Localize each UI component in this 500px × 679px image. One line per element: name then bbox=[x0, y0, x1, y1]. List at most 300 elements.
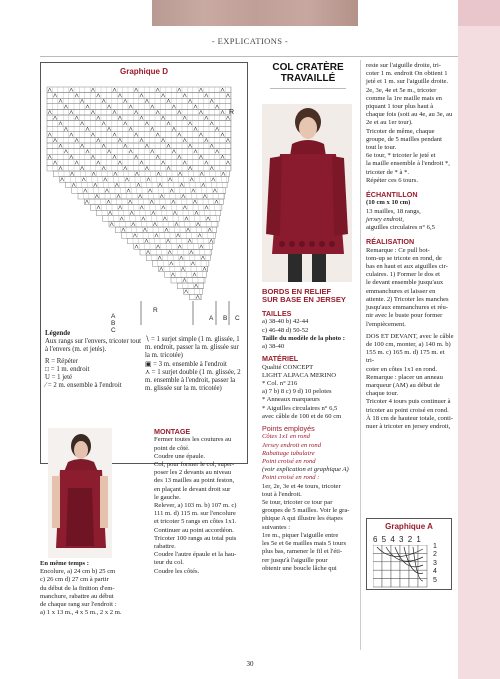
stitch-symbol bbox=[199, 133, 202, 137]
stitch-symbol bbox=[113, 110, 116, 114]
stitch-symbol bbox=[165, 228, 168, 232]
stitch-symbol bbox=[59, 99, 62, 103]
chart-row bbox=[47, 87, 231, 93]
chart-a-cell bbox=[382, 562, 391, 570]
stitch-symbol bbox=[198, 234, 201, 238]
stitch-symbol bbox=[140, 94, 143, 98]
stitch-symbol bbox=[64, 127, 67, 131]
chart-row bbox=[78, 193, 225, 199]
stitch-symbol bbox=[188, 99, 191, 103]
stitch-symbol bbox=[129, 127, 132, 131]
stitch-symbol bbox=[151, 150, 154, 154]
stitch-symbol bbox=[53, 161, 56, 165]
graph-d-label-r: R bbox=[153, 307, 158, 314]
text-line: et tricoter 5 rangs en côtes 1x1. bbox=[154, 518, 237, 526]
legend-item: R = Répéter bbox=[45, 357, 78, 365]
graph-d-label-c2: C bbox=[235, 315, 240, 322]
stitch-symbol bbox=[135, 172, 138, 176]
stitch-symbol bbox=[168, 178, 171, 182]
left-bottom-text: En même temps : Encolure, a) 24 cm b) 25 cm c) 26 cm d) 27 cm à partir du début de la finition d'em- manchure, rabattre au début de chaque rang sur l'endroit : a) 1 x 13 m., 4 x 5 m., 2 x 2 m. bbox=[40, 560, 122, 617]
graph-a-title: Graphique A bbox=[385, 522, 433, 531]
stitch-symbol bbox=[110, 222, 113, 226]
stitch-symbol bbox=[222, 172, 225, 176]
stitch-symbol bbox=[143, 228, 146, 232]
section-header: - EXPLICATIONS - bbox=[211, 36, 289, 46]
stitch-symbol bbox=[194, 127, 197, 131]
text-line: emmanchures et laisser en bbox=[366, 287, 436, 295]
stitch-symbol bbox=[94, 183, 97, 187]
stitch-symbol bbox=[102, 99, 105, 103]
side-band bbox=[458, 0, 500, 679]
chart-row bbox=[47, 160, 231, 166]
text-line: la maille ensemble à l'endroit *, bbox=[366, 160, 450, 168]
text-line: poser les 2 devants au niveau bbox=[154, 469, 232, 477]
stitch-symbol bbox=[127, 189, 130, 193]
stitch-symbol bbox=[226, 116, 229, 120]
stitch-symbol bbox=[124, 99, 127, 103]
stitch-symbol bbox=[156, 155, 159, 159]
stitch-symbol bbox=[210, 166, 213, 170]
chart-a-cell bbox=[382, 553, 391, 561]
stitch-symbol bbox=[208, 228, 211, 232]
chart-a-cell bbox=[373, 579, 382, 587]
stitch-symbol bbox=[155, 234, 158, 238]
text-line: comme la 1re maille mais en bbox=[366, 94, 442, 102]
stitch-symbol bbox=[128, 200, 131, 204]
column-divider bbox=[360, 60, 361, 650]
text-line: attente. 2) Tricoter les manches bbox=[366, 295, 449, 303]
legend-item: ▣ = 3 m. ensemble à l'endroit bbox=[145, 360, 227, 368]
stitch-symbol bbox=[140, 206, 143, 210]
text-line: Répéter ces 6 tours. bbox=[366, 176, 418, 184]
text-line: tom-up se tricote en rond, de bbox=[366, 254, 442, 262]
text-line: tout à l'endroit. bbox=[262, 490, 302, 498]
stitch-symbol bbox=[183, 161, 186, 165]
montage-title: MONTAGE bbox=[154, 427, 191, 436]
stitch-symbol bbox=[122, 228, 125, 232]
chart-a-cell bbox=[418, 579, 427, 587]
stitch-symbol bbox=[102, 144, 105, 148]
chart-row bbox=[171, 277, 205, 283]
text-line: nuer à tricoter en jersey endroit, bbox=[366, 422, 451, 430]
stitch-symbol bbox=[192, 189, 195, 193]
stitch-symbol bbox=[75, 138, 78, 142]
stitch-symbol bbox=[194, 284, 197, 288]
stitch-symbol bbox=[107, 105, 110, 109]
text-line: groupe, de 5 mailles pendant bbox=[366, 135, 442, 143]
chart-row bbox=[53, 171, 230, 177]
stitch-symbol bbox=[172, 105, 175, 109]
stitch-symbol bbox=[200, 245, 203, 249]
stitch-symbol bbox=[134, 88, 137, 92]
stitch-symbol bbox=[114, 172, 117, 176]
stitch-symbol bbox=[203, 267, 206, 271]
stitch-symbol bbox=[168, 250, 171, 254]
stitch-symbol bbox=[146, 250, 149, 254]
chart-row bbox=[47, 104, 231, 110]
stitch-symbol bbox=[48, 88, 51, 92]
stitch-symbol bbox=[205, 206, 208, 210]
stitch-symbol bbox=[205, 138, 208, 142]
text-line: tout le tour. bbox=[366, 144, 397, 152]
stitch-symbol bbox=[84, 189, 87, 193]
text-line: le devant ensemble jusqu'aux bbox=[366, 279, 444, 287]
stitch-symbol bbox=[181, 267, 184, 271]
stitch-symbol bbox=[95, 194, 98, 198]
text-line: Remarque : placer un anneau bbox=[366, 373, 443, 381]
stitch-symbol bbox=[140, 161, 143, 165]
stitch-symbol bbox=[147, 178, 150, 182]
text-line: des 13 mailles au point feston, bbox=[154, 477, 235, 485]
stitch-symbol bbox=[145, 144, 148, 148]
chart-row bbox=[47, 93, 231, 99]
stitch-symbol bbox=[133, 234, 136, 238]
top-photo-strip bbox=[152, 0, 358, 26]
right-column: reste sur l'aiguille droite, tri- coter 1 m. endroit On obtient 1 jeté et 1 m. sur l'aiguille droite. 2e, 3e, 4e et 5e m., tricoter comme la 1re maille mais en piquant 1 tour plus haut à chaque fois (soit au 4e, au 3e, au 2e et au 1er tour). Tricoter de même, chaque groupe, de 5 mailles pendant tout le tour. 6e tour, * tricoter le jeté et la maille ensemble à l'endroit *, tricoter de * à *. Répéter ces 6 tours. ÉCHANTILLON (10 cm x 10 cm) 13 mailles, 18 rangs, jersey endroit, aiguilles circulaires n° 6,5 RÉALISATION Remarque : Ce pull bot- tom-up se tricote en rond, de bas en haut et aux aiguilles cir- culaires. 1) Former le dos et le devant ensemble jusqu'aux emmanchures et laisser en attente. 2) Tricoter les manches jusqu'aux emmanchures et réu- nir avec le buste pour former l'empiècement. DOS ET DEVANT, avec le câble de 100 cm, monter, a) 140 m. b) 155 m. c) 165 m. d) 175 m. et tri- coter en côtes 1x1 en rond. Remarque : placer un anneau marqueur (AM) au début de chaque tour. Tricoter 4 tours puis continuer à tricoter au point croisé en rond. À 18 cm de hauteur totale, conti- nuer à tricoter en jersey endroit, bbox=[366, 62, 454, 430]
stitch-symbol bbox=[176, 234, 179, 238]
stitch-symbol bbox=[82, 178, 85, 182]
stitch-symbol bbox=[70, 110, 73, 114]
graph-a-panel bbox=[366, 518, 452, 590]
stitch-symbol bbox=[132, 222, 135, 226]
stitch-symbol bbox=[53, 138, 56, 142]
stitch-symbol bbox=[151, 127, 154, 131]
text-line: 2e et au 1er tour). bbox=[366, 119, 413, 127]
stitch-symbol bbox=[113, 133, 116, 137]
stitch-symbol bbox=[134, 110, 137, 114]
stitch-symbol bbox=[210, 99, 213, 103]
stitch-symbol bbox=[170, 262, 173, 266]
chart-a-cell bbox=[400, 562, 409, 570]
graph-a-rows: 1 2 3 4 5 bbox=[433, 543, 437, 584]
stitch-symbol bbox=[70, 172, 73, 176]
text-line: Col, pour former le col, super- bbox=[154, 461, 235, 469]
stitch-symbol bbox=[85, 200, 88, 204]
stitch-symbol bbox=[215, 150, 218, 154]
legend-item: ∖ = 1 surjet simple (1 m. glissée, 1 m. endroit, passer la m. glissée sur la m. tricotée) bbox=[145, 336, 240, 360]
chart-a-cell bbox=[382, 579, 391, 587]
stitch-symbol bbox=[178, 172, 181, 176]
stitch-symbol bbox=[183, 116, 186, 120]
stitch-symbol bbox=[113, 88, 116, 92]
text-line: l'empiècement. bbox=[366, 320, 406, 328]
stitch-symbol bbox=[186, 228, 189, 232]
stitch-symbol bbox=[194, 105, 197, 109]
stitch-symbol bbox=[140, 116, 143, 120]
graph-a-cols: 6 5 4 3 2 1 bbox=[373, 535, 422, 544]
stitch-symbol bbox=[130, 211, 133, 215]
chart-row bbox=[47, 143, 231, 149]
stitch-symbol bbox=[161, 116, 164, 120]
text-line: 155 m. c) 165 m. d) 175 m. et tri- bbox=[366, 349, 445, 365]
middle-details: TAILLES a) 38-40 b) 42-44 c) 46-48 d) 50-52 Taille du modèle de la photo : a) 38-40 MATÉRIEL Qualité CONCEPT LIGHT ALPACA MERINO * Col. n° 216 a) 7 b) 8 c) 9 d) 10 pelotes * Anneaux marqueurs * Aiguilles circulaires n° 6,5 avec câble de 100 et de 60 cm Points employés Côtes 1x1 en rond Jersey endroit en rond Rabattage tubulaire Point croisé en rond (voir explication et graphique A) Point croisé en rond : 1er, 2e, 3e et 4e tours, tricoter tout à l'endroit. 5e tour, tricoter ce tour par groupes de 5 mailles. Voir le gra- phique A qui illustre les étapes suivantes : 1re m., piquer l'aiguille entre les 5e et 6e mailles mais 5 tours plus bas, ramener le fil et l'éti- rer jusqu'à l'aiguille pour obtenir une boucle lâche qui bbox=[262, 310, 358, 573]
stitch-symbol bbox=[178, 245, 181, 249]
stitch-symbol bbox=[160, 194, 163, 198]
stitch-symbol bbox=[188, 239, 191, 243]
stitch-symbol bbox=[102, 166, 105, 170]
stitch-symbol bbox=[188, 166, 191, 170]
chart-row bbox=[47, 126, 231, 132]
stitch-symbol bbox=[203, 194, 206, 198]
chart-a-cell bbox=[373, 553, 382, 561]
stitch-symbol bbox=[129, 105, 132, 109]
stitch-symbol bbox=[86, 150, 89, 154]
stitch-symbol bbox=[196, 222, 199, 226]
stitch-symbol bbox=[199, 110, 202, 114]
stitch-symbol bbox=[124, 122, 127, 126]
stitch-symbol bbox=[180, 183, 183, 187]
chart-row bbox=[47, 149, 231, 155]
stitch-symbol bbox=[226, 94, 229, 98]
stitch-symbol bbox=[215, 200, 218, 204]
stitch-symbol bbox=[167, 144, 170, 148]
stitch-symbol bbox=[206, 217, 209, 221]
text-line: Continuer au point accordéon. bbox=[154, 526, 234, 534]
stitch-symbol bbox=[115, 183, 118, 187]
stitch-symbol bbox=[183, 138, 186, 142]
chart-row bbox=[47, 98, 231, 104]
chart-row bbox=[165, 272, 207, 278]
graph-d-chart bbox=[41, 81, 247, 339]
stitch-symbol bbox=[129, 150, 132, 154]
stitch-symbol bbox=[158, 256, 161, 260]
text-line: piquant 1 tour plus haut à bbox=[366, 103, 434, 111]
stitch-symbol bbox=[191, 262, 194, 266]
stitch-symbol bbox=[194, 150, 197, 154]
stitch-symbol bbox=[97, 206, 100, 210]
stitch-symbol bbox=[157, 172, 160, 176]
stitch-symbol bbox=[210, 144, 213, 148]
text-line: Fermer toutes les coutures au bbox=[154, 436, 232, 444]
text-line: phique A qui illustre les étapes bbox=[262, 515, 343, 523]
chart-row bbox=[47, 132, 231, 138]
text-line: jeté et 1 m. sur l'aiguille droite. bbox=[366, 78, 449, 86]
text-line: rabattre. bbox=[154, 543, 176, 551]
graph-d-title: Graphique D bbox=[119, 67, 168, 76]
text-line: coter en côtes 1x1 en rond. bbox=[366, 365, 438, 373]
stitch-symbol bbox=[172, 127, 175, 131]
text-line: bas en haut et aux aiguilles cir- bbox=[366, 263, 448, 271]
stitch-symbol bbox=[166, 239, 169, 243]
stitch-symbol bbox=[75, 94, 78, 98]
title-rule bbox=[270, 88, 346, 89]
stitch-symbol bbox=[156, 133, 159, 137]
stitch-symbol bbox=[215, 105, 218, 109]
stitch-symbol bbox=[199, 155, 202, 159]
chart-row bbox=[47, 165, 231, 171]
stitch-symbol bbox=[64, 150, 67, 154]
stitch-symbol bbox=[201, 256, 204, 260]
stitch-symbol bbox=[70, 133, 73, 137]
stitch-symbol bbox=[97, 116, 100, 120]
stitch-symbol bbox=[183, 278, 186, 282]
stitch-symbol bbox=[60, 178, 63, 182]
stitch-symbol bbox=[212, 178, 215, 182]
stitch-symbol bbox=[161, 94, 164, 98]
stitch-symbol bbox=[185, 217, 188, 221]
stitch-symbol bbox=[221, 133, 224, 137]
stitch-symbol bbox=[48, 110, 51, 114]
text-line: culaires. 1) Former le dos et bbox=[366, 271, 440, 279]
pattern-subtitle: BORDS EN RELIEF SUR BASE EN JERSEY bbox=[262, 287, 346, 305]
stitch-symbol bbox=[172, 200, 175, 204]
stitch-symbol bbox=[125, 178, 128, 182]
stitch-symbol bbox=[107, 150, 110, 154]
text-line: obtenir une boucle lâche qui bbox=[262, 564, 337, 572]
stitch-symbol bbox=[59, 166, 62, 170]
stitch-symbol bbox=[59, 144, 62, 148]
stitch-symbol bbox=[160, 267, 163, 271]
chart-row bbox=[177, 283, 204, 289]
stitch-symbol bbox=[170, 189, 173, 193]
stitch-symbol bbox=[210, 122, 213, 126]
text-line: suivantes : bbox=[262, 523, 291, 531]
text-line: Tricoter de même, chaque bbox=[366, 127, 435, 135]
stitch-symbol bbox=[190, 178, 193, 182]
chart-row bbox=[47, 121, 231, 127]
text-line: le gauche. bbox=[154, 493, 181, 501]
stitch-symbol bbox=[117, 194, 120, 198]
stitch-symbol bbox=[182, 194, 185, 198]
legend-item: U = 1 jeté bbox=[45, 374, 73, 382]
stitch-symbol bbox=[193, 200, 196, 204]
text-line: teur du col. bbox=[154, 559, 184, 567]
stitch-symbol bbox=[120, 217, 123, 221]
text-line: reste sur l'aiguille droite, tri- bbox=[366, 62, 441, 69]
stitch-symbol bbox=[91, 155, 94, 159]
stitch-symbol bbox=[188, 122, 191, 126]
stitch-symbol bbox=[199, 88, 202, 92]
photo-woman-vest bbox=[48, 428, 112, 558]
stitch-symbol bbox=[195, 211, 198, 215]
stitch-symbol bbox=[172, 150, 175, 154]
chart-row bbox=[90, 205, 222, 211]
stitch-symbol bbox=[221, 88, 224, 92]
text-line: rer jusqu'à l'aiguille pour bbox=[262, 556, 328, 564]
stitch-symbol bbox=[145, 166, 148, 170]
text-line: 2e, 3e, 4e et 5e m., tricoter bbox=[366, 86, 437, 94]
chart-a-cell bbox=[382, 570, 391, 578]
text-line: les 5e et 6e mailles mais 5 tours bbox=[262, 540, 347, 548]
text-line: 1re m., piquer l'aiguille entre bbox=[262, 531, 339, 539]
text-line: coter 1 m. endroit On obtient 1 bbox=[366, 70, 448, 78]
stitch-symbol bbox=[138, 194, 141, 198]
stitch-symbol bbox=[183, 206, 186, 210]
stitch-symbol bbox=[150, 200, 153, 204]
stitch-symbol bbox=[135, 245, 138, 249]
stitch-symbol bbox=[75, 161, 78, 165]
chart-row bbox=[47, 115, 231, 121]
text-line: plus bas, ramener le fil et l'éti- bbox=[262, 548, 343, 556]
stitch-symbol bbox=[118, 94, 121, 98]
stitch-symbol bbox=[97, 94, 100, 98]
text-line: nir avec le buste pour former bbox=[366, 312, 443, 320]
stitch-symbol bbox=[107, 127, 110, 131]
stitch-symbol bbox=[175, 222, 178, 226]
stitch-symbol bbox=[113, 155, 116, 159]
stitch-symbol bbox=[118, 161, 121, 165]
chart-row bbox=[190, 294, 202, 300]
stitch-symbol bbox=[104, 178, 107, 182]
legend-left bbox=[45, 329, 141, 390]
text-line: À 18 cm de hauteur totale, conti- bbox=[366, 414, 453, 422]
stitch-symbol bbox=[80, 122, 83, 126]
chart-row bbox=[72, 188, 226, 194]
stitch-symbol bbox=[153, 222, 156, 226]
stitch-symbol bbox=[97, 138, 100, 142]
chart-row bbox=[47, 137, 231, 143]
stitch-symbol bbox=[107, 200, 110, 204]
stitch-symbol bbox=[188, 144, 191, 148]
stitch-symbol bbox=[193, 273, 196, 277]
stitch-symbol bbox=[210, 239, 213, 243]
stitch-symbol bbox=[86, 127, 89, 131]
graph-a-chart bbox=[373, 545, 429, 589]
stitch-symbol bbox=[91, 110, 94, 114]
graph-d-label-abc: A B C bbox=[111, 313, 116, 334]
stitch-symbol bbox=[70, 155, 73, 159]
stitch-symbol bbox=[124, 166, 127, 170]
stitch-symbol bbox=[221, 155, 224, 159]
stitch-symbol bbox=[80, 144, 83, 148]
stitch-symbol bbox=[75, 116, 78, 120]
stitch-symbol bbox=[145, 122, 148, 126]
stitch-symbol bbox=[163, 217, 166, 221]
stitch-symbol bbox=[156, 245, 159, 249]
stitch-symbol bbox=[202, 183, 205, 187]
stitch-symbol bbox=[72, 183, 75, 187]
stitch-symbol bbox=[200, 172, 203, 176]
stitch-symbol bbox=[167, 99, 170, 103]
text-line: Tricoter 100 rangs au total puis bbox=[154, 534, 237, 542]
stitch-symbol bbox=[173, 211, 176, 215]
text-line: Remarque : Ce pull bot- bbox=[366, 246, 430, 254]
stitch-symbol bbox=[145, 239, 148, 243]
stitch-symbol bbox=[142, 217, 145, 221]
stitch-symbol bbox=[118, 138, 121, 142]
text-line: 5e tour, tricoter ce tour par bbox=[262, 499, 333, 507]
stitch-symbol bbox=[64, 105, 67, 109]
stitch-symbol bbox=[70, 88, 73, 92]
graph-d-panel bbox=[40, 62, 248, 464]
chart-a-cell bbox=[373, 562, 382, 570]
stitch-symbol bbox=[161, 138, 164, 142]
stitch-symbol bbox=[134, 155, 137, 159]
stitch-symbol bbox=[48, 133, 51, 137]
stitch-symbol bbox=[145, 99, 148, 103]
text-line: chaque fois (soit au 4e, au 3e, au bbox=[366, 111, 453, 119]
chart-row bbox=[103, 216, 220, 222]
stitch-symbol bbox=[190, 250, 193, 254]
stitch-symbol bbox=[178, 133, 181, 137]
legend-right bbox=[145, 336, 243, 393]
text-line: Coudre les côtés. bbox=[154, 567, 200, 575]
text-line: DOS ET DEVANT, avec le câble bbox=[366, 332, 454, 340]
stitch-symbol bbox=[183, 94, 186, 98]
text-line: 6e tour, * tricoter le jeté et bbox=[366, 152, 436, 160]
text-line: point de côté. bbox=[154, 444, 190, 452]
stitch-symbol bbox=[178, 88, 181, 92]
stitch-symbol bbox=[162, 206, 165, 210]
text-line: tricoter au point croisé en rond. bbox=[366, 406, 449, 414]
chart-a-cell bbox=[391, 579, 400, 587]
stitch-symbol bbox=[180, 256, 183, 260]
stitch-symbol bbox=[105, 189, 108, 193]
chart-a-cell bbox=[391, 570, 400, 578]
legend-title: Légende bbox=[45, 329, 71, 337]
stitch-symbol bbox=[137, 183, 140, 187]
chart-row bbox=[152, 261, 209, 267]
